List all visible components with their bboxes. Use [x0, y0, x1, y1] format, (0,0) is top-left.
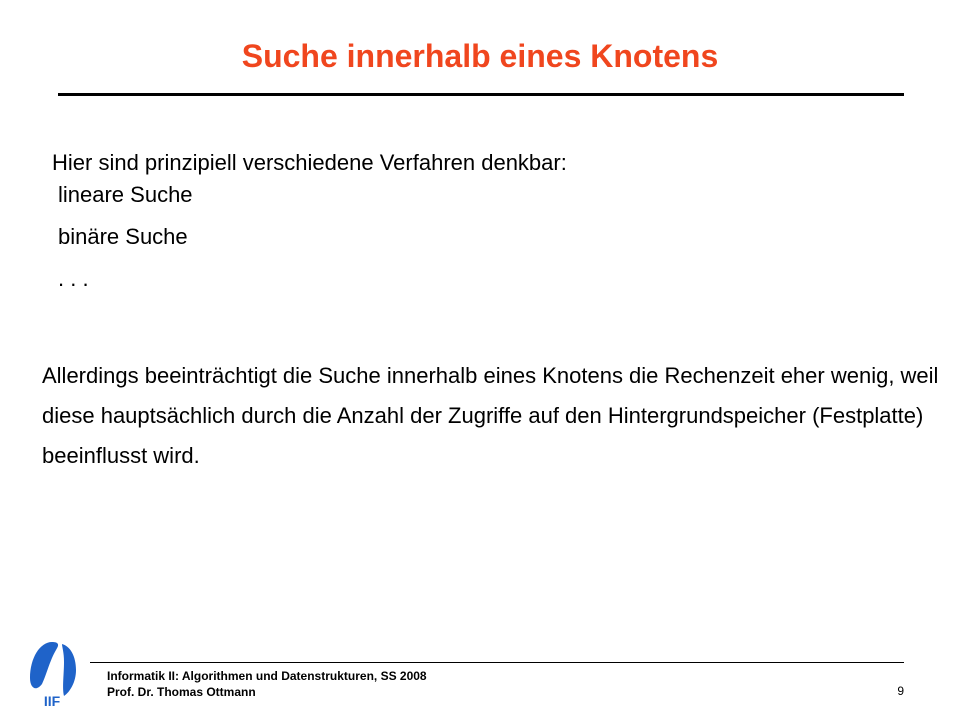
footer-author: Prof. Dr. Thomas Ottmann: [107, 685, 256, 699]
method-item-linear: lineare Suche: [58, 182, 193, 207]
method-item-ellipsis: . . .: [58, 266, 89, 291]
logo-text: IIF: [43, 693, 61, 708]
note-paragraph: Allerdings beeinträchtigt die Suche innerhalb eines Knotens die Rechenzeit eher wenig, weil diese hauptsächlich durch die Anzahl der Zugriffe auf den Hintergrundspeicher (Festplatte) beeinflusst wird.: [42, 363, 939, 468]
slide-title: Suche innerhalb eines Knotens: [241, 38, 719, 74]
method-list: [58, 174, 193, 300]
footer-divider: [90, 662, 904, 663]
intro-text: Hier sind prinzipiell verschiedene Verfahren denkbar:: [52, 150, 567, 175]
page-number: 9: [897, 684, 904, 698]
iif-logo-icon: [22, 638, 88, 708]
footer-course: Informatik II: Algorithmen und Datenstrukturen, SS 2008: [107, 669, 427, 683]
title-divider: [58, 93, 904, 96]
footer: [107, 668, 427, 700]
method-item-binary: binäre Suche: [58, 224, 188, 249]
